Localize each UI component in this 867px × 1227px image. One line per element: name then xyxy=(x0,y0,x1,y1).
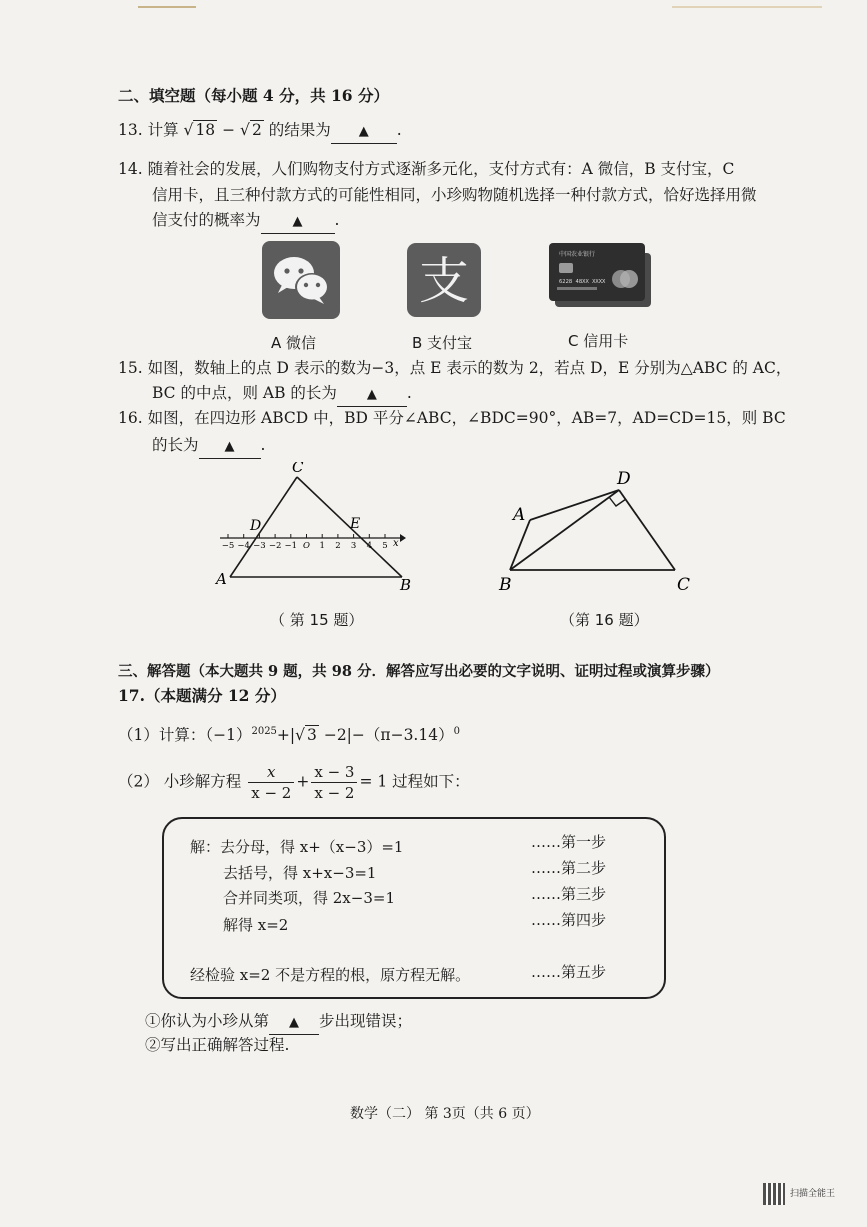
step-label-2: ……第二步 xyxy=(531,859,607,877)
point-d-label: D xyxy=(250,518,262,534)
point-a-label: A xyxy=(513,505,526,525)
question-14-line1: 14. 随着社会的发展，人们购物支付方式逐渐多元化，支付方式有：A 微信，B 支付宝，C xyxy=(118,160,735,178)
answer-blank[interactable]: ▲ xyxy=(261,209,335,234)
question-15-line1: 15. 如图，数轴上的点 D 表示的数为−3，点 E 表示的数为 2，若点 D，E 分别为△ABC 的 AC， xyxy=(118,359,792,377)
scan-mark xyxy=(672,6,822,8)
solution-step-4: 解得 x=2 xyxy=(223,916,289,934)
question-14-line3: 信支付的概率为 ▲ . xyxy=(152,209,339,234)
point-a-label: A xyxy=(216,570,227,588)
solution-step-2: 去括号，得 x+x−3=1 xyxy=(223,864,377,882)
tick-label: 3 xyxy=(350,541,357,551)
question-16-line1: 16. 如图，在四边形 ABCD 中，BD 平分∠ABC，∠BDC=90°，AB=7，AD=CD=15，则 BC xyxy=(118,409,786,427)
section3-heading: 三、解答题（本大题共 9 题，共 98 分．解答应写出必要的文字说明、证明过程或演算步骤） xyxy=(118,663,720,680)
answer-blank[interactable]: ▲ xyxy=(199,434,261,459)
answer-blank[interactable]: ▲ xyxy=(269,1010,319,1035)
point-e-label: E xyxy=(350,516,361,532)
tick-label: 4 xyxy=(366,541,373,551)
answer-blank[interactable]: ▲ xyxy=(331,119,397,144)
tick-label: 5 xyxy=(382,541,388,551)
credit-card-icon xyxy=(549,243,653,309)
sub-question-1: ①你认为小珍从第 ▲ 步出现错误； xyxy=(145,1010,412,1035)
tick-label: 2 xyxy=(335,541,341,551)
point-c-label: C xyxy=(292,462,304,476)
step-label-4: ……第四步 xyxy=(531,911,607,929)
scan-mark xyxy=(138,6,196,8)
figure-15-caption: （ 第 15 题） xyxy=(270,611,364,629)
fraction-1: $\frac{x}{x - 2}$ xyxy=(248,762,294,803)
point-b-label: B xyxy=(499,575,512,595)
solution-step-1: 解：去分母，得 x+（x−3）=1 xyxy=(190,838,404,856)
svg-text:中国农业银行: 中国农业银行 xyxy=(559,251,596,258)
scanner-watermark: 扫描全能王 xyxy=(790,1189,836,1199)
solution-step-3: 合并同类项，得 2x−3=1 xyxy=(223,889,395,907)
point-c-label: C xyxy=(677,575,691,595)
step-label-5: ……第五步 xyxy=(531,963,607,981)
question-17-part2: （2） 小珍解方程 $\frac{x}{x - 2}$ + $\frac{x - 3}{x - 2}$ = 1 过程如下： xyxy=(118,763,470,802)
option-a-label: A 微信 xyxy=(271,334,317,352)
alipay-glyph: 支 xyxy=(419,252,469,310)
alipay-icon xyxy=(407,243,481,317)
axis-label: x xyxy=(393,538,399,549)
figure-16 xyxy=(495,462,705,597)
figure-16-caption: （第 16 题） xyxy=(560,611,649,629)
question-15-line2: BC 的中点，则 AB 的长为 ▲ . xyxy=(152,382,412,407)
question-17-title: 17.（本题满分 12 分） xyxy=(118,686,286,705)
tick-label: 1 xyxy=(319,541,325,551)
question-14-line2: 信用卡，且三种付款方式的可能性相同，小珍购物随机选择一种付款方式，恰好选择用微 xyxy=(152,186,757,204)
option-c-label: C 信用卡 xyxy=(568,332,629,350)
step-label-1: ……第一步 xyxy=(531,833,607,851)
solution-step-5: 经检验 x=2 不是方程的根，原方程无解。 xyxy=(190,966,471,984)
point-b-label: B xyxy=(400,576,412,594)
qr-code-icon xyxy=(763,1183,785,1205)
question-16-line2: 的长为 ▲ . xyxy=(152,434,265,459)
fraction-2: $\frac{x - 3}{x - 2}$ xyxy=(311,762,357,803)
section2-heading: 二、填空题（每小题 4 分，共 16 分） xyxy=(118,86,389,105)
answer-blank[interactable]: ▲ xyxy=(337,382,407,407)
question-17-part1: （1）计算：$(-1)^{2025}+|√$ $3 -2|-(\pi-3.14)^0$ xyxy=(118,726,460,745)
page-footer: 数学（二） 第 3页（共 6 页） xyxy=(350,1106,540,1122)
tick-label: −1 xyxy=(284,541,298,551)
point-d-label: D xyxy=(617,469,631,489)
tick-label: −4 xyxy=(237,541,250,551)
tick-label: O xyxy=(303,541,310,551)
question-13: 13. 计算 √ 18 − √ 2 的结果为 ▲ . xyxy=(118,119,402,144)
tick-label: −3 xyxy=(253,541,266,551)
figure-15 xyxy=(210,462,420,597)
step-label-3: ……第三步 xyxy=(531,885,607,903)
sub-question-2: ②写出正确解答过程. xyxy=(145,1036,290,1054)
tick-label: −2 xyxy=(268,541,282,551)
tick-label: −5 xyxy=(221,541,235,551)
wechat-icon xyxy=(262,241,340,319)
svg-text:6228 48XX XXXX: 6228 48XX XXXX xyxy=(559,279,606,285)
option-b-label: B 支付宝 xyxy=(412,334,473,352)
